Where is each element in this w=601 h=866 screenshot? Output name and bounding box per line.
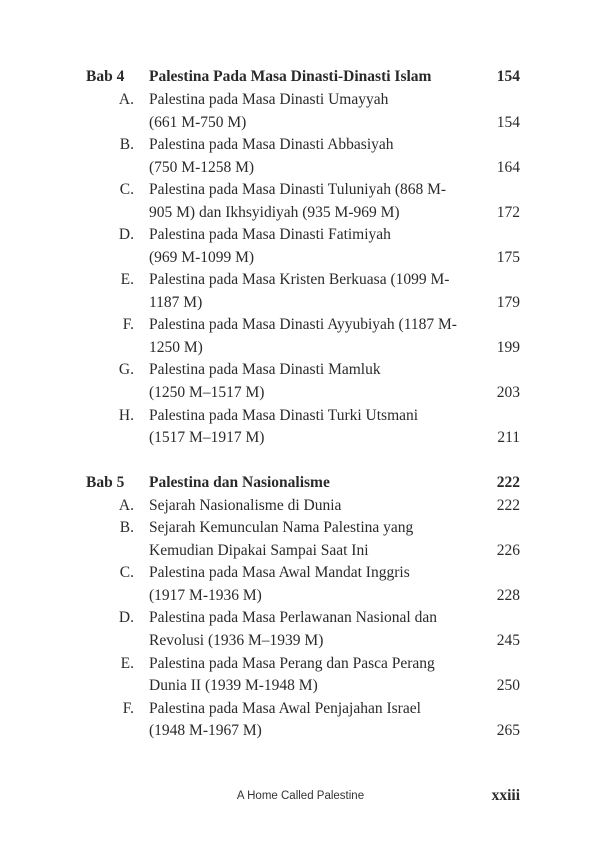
entry-page-number: 172 — [496, 204, 520, 221]
toc-entry-b-line-1 — [0, 517, 601, 539]
entry-letter: A. — [118, 91, 134, 108]
entry-page-number: 222 — [496, 497, 520, 514]
toc-entry-b-line-2 — [0, 540, 601, 562]
chapter-label: Bab 4 — [86, 68, 125, 85]
entry-letter: D. — [118, 226, 134, 243]
entry-letter: C. — [119, 564, 134, 581]
entry-text: (750 M-1258 M) — [149, 159, 255, 176]
toc-entry-g-line-1 — [0, 359, 601, 381]
entry-text: Palestina pada Masa Dinasti Fatimiyah — [149, 226, 391, 243]
entry-text: Palestina pada Masa Dinasti Turki Utsmani — [149, 407, 419, 424]
entry-page-number: 175 — [496, 249, 520, 266]
entry-page-number: 211 — [497, 429, 520, 446]
entry-letter: H. — [118, 407, 134, 424]
entry-letter: A. — [118, 497, 134, 514]
entry-page-number: 226 — [496, 542, 520, 559]
chapter-title: Palestina Pada Masa Dinasti-Dinasti Islam — [149, 68, 432, 85]
toc-entry-f-line-2 — [0, 337, 601, 359]
toc-entry-c-line-1 — [0, 179, 601, 201]
entry-letter: F. — [122, 700, 134, 717]
toc-entry-e-line-2 — [0, 675, 601, 697]
chapter-label: Bab 5 — [86, 474, 125, 491]
toc-entry-f-line-1 — [0, 314, 601, 336]
toc-entry-h-line-2 — [0, 427, 601, 449]
entry-text: (1250 M–1517 M) — [149, 384, 265, 401]
entry-text: Dunia II (1939 M-1948 M) — [149, 677, 318, 694]
entry-letter: B. — [119, 136, 134, 153]
entry-page-number: 199 — [496, 339, 520, 356]
entry-text: 1187 M) — [149, 294, 203, 311]
chapter-heading — [0, 66, 601, 88]
entry-text: 1250 M) — [149, 339, 203, 356]
entry-text: Palestina pada Masa Dinasti Mamluk — [149, 361, 381, 378]
entry-letter: D. — [118, 609, 134, 626]
entry-page-number: 164 — [496, 159, 520, 176]
entry-letter: G. — [118, 361, 134, 378]
chapter-heading — [0, 472, 601, 494]
entry-letter: E. — [120, 655, 134, 672]
entry-text: Palestina pada Masa Awal Mandat Inggris — [149, 564, 410, 581]
entry-text: Revolusi (1936 M–1939 M) — [149, 632, 324, 649]
entry-page-number: 265 — [496, 722, 520, 739]
entry-text: (1517 M–1917 M) — [149, 429, 265, 446]
toc-entry-h-line-1 — [0, 405, 601, 427]
chapter-page-number: 154 — [496, 68, 520, 85]
toc-entry-d-line-2 — [0, 630, 601, 652]
toc-entry-e-line-1 — [0, 269, 601, 291]
entry-page-number: 228 — [496, 587, 520, 604]
entry-text: (969 M-1099 M) — [149, 249, 255, 266]
toc-entry-d-line-1 — [0, 607, 601, 629]
entry-page-number: 179 — [496, 294, 520, 311]
entry-text: Palestina pada Masa Dinasti Abbasiyah — [149, 136, 394, 153]
toc-entry-d-line-2 — [0, 247, 601, 269]
entry-text: Palestina pada Masa Dinasti Ayyubiyah (1187 M- — [149, 316, 457, 333]
toc-entry-c-line-1 — [0, 562, 601, 584]
toc-entry-f-line-1 — [0, 698, 601, 720]
entry-text: Sejarah Kemunculan Nama Palestina yang — [149, 519, 414, 536]
entry-text: (1917 M-1936 M) — [149, 587, 262, 604]
entry-letter: E. — [120, 271, 134, 288]
entry-letter: B. — [119, 519, 134, 536]
toc-entry-b-line-2 — [0, 157, 601, 179]
entry-text: Palestina pada Masa Dinasti Umayyah — [149, 91, 389, 108]
toc-entry-e-line-2 — [0, 292, 601, 314]
toc-entry-a-line-1 — [0, 495, 601, 517]
entry-text: Palestina pada Masa Awal Penjajahan Israel — [149, 700, 421, 717]
toc-entry-a-line-2 — [0, 112, 601, 134]
entry-text: (1948 M-1967 M) — [149, 722, 262, 739]
entry-text: Palestina pada Masa Dinasti Tuluniyah (868 M- — [149, 181, 447, 198]
chapter-title: Palestina dan Nasionalisme — [149, 474, 330, 491]
footer-page-number: xxiii — [491, 787, 520, 804]
entry-text: Kemudian Dipakai Sampai Saat Ini — [149, 542, 369, 559]
toc-entry-b-line-1 — [0, 134, 601, 156]
entry-letter: C. — [119, 181, 134, 198]
chapter-page-number: 222 — [496, 474, 520, 491]
entry-text: Sejarah Nasionalisme di Dunia — [149, 497, 342, 514]
toc-entry-e-line-1 — [0, 653, 601, 675]
toc-entry-g-line-2 — [0, 382, 601, 404]
entry-text: (661 M-750 M) — [149, 114, 247, 131]
toc-entry-d-line-1 — [0, 224, 601, 246]
entry-text: Palestina pada Masa Kristen Berkuasa (1099 M- — [149, 271, 450, 288]
toc-entry-c-line-2 — [0, 585, 601, 607]
entry-text: Palestina pada Masa Perlawanan Nasional dan — [149, 609, 437, 626]
entry-page-number: 154 — [496, 114, 520, 131]
running-footer-title: A Home Called Palestine — [236, 790, 365, 802]
toc-entry-f-line-2 — [0, 720, 601, 742]
entry-page-number: 203 — [496, 384, 520, 401]
entry-page-number: 250 — [496, 677, 520, 694]
entry-page-number: 245 — [496, 632, 520, 649]
toc-entry-a-line-1 — [0, 89, 601, 111]
toc-entry-c-line-2 — [0, 202, 601, 224]
entry-letter: F. — [122, 316, 134, 333]
entry-text: 905 M) dan Ikhsyidiyah (935 M-969 M) — [149, 204, 400, 221]
entry-text: Palestina pada Masa Perang dan Pasca Perang — [149, 655, 435, 672]
